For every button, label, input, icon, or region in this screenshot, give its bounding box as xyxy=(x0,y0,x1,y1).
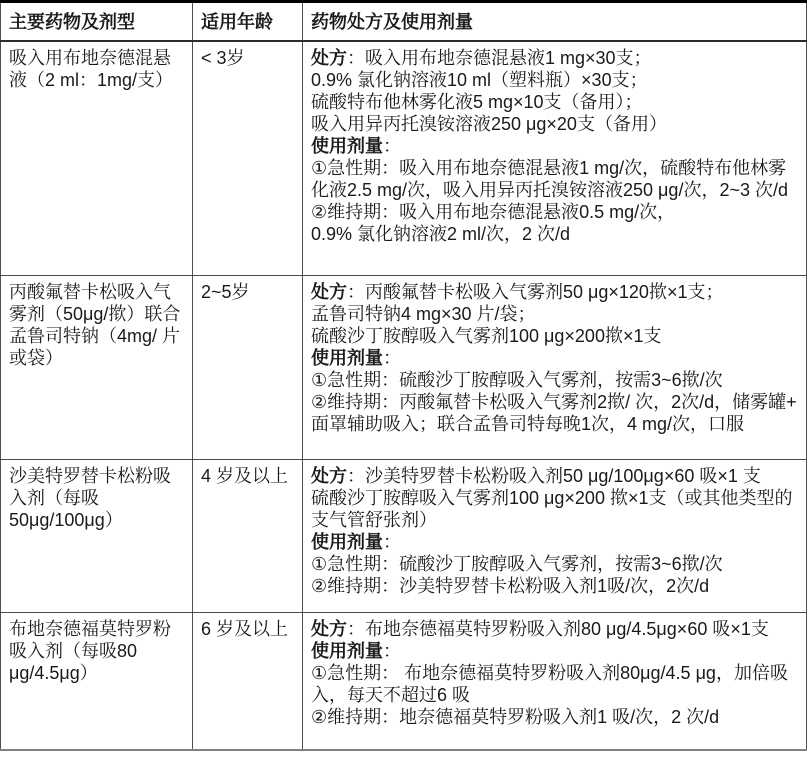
dosage-line-label: 处方 xyxy=(311,466,347,486)
dosage-line xyxy=(311,706,798,728)
age-cell: 2~5岁 xyxy=(193,276,303,460)
age-cell: 4 岁及以上 xyxy=(193,460,303,613)
dosage-line-label: 使用剂量 xyxy=(311,135,383,156)
header-age: 适用年龄 xyxy=(193,2,303,41)
dosage-cell xyxy=(303,276,807,460)
dosage-line xyxy=(311,223,798,245)
dosage-line-label: 处方 xyxy=(311,47,347,68)
dosage-line-text: ②维持期：地奈德福莫特罗粉吸入剂1 吸/次，2 次/d xyxy=(311,707,720,727)
dosage-line xyxy=(311,69,798,91)
dosage-line-text: ②维持期：丙酸氟替卡松吸入气雾剂2揿/ 次，2次/d，储雾罐+ 面罩辅助吸入；联合孟鲁司特每晚1次，4 mg/次，口服 xyxy=(311,392,797,434)
dosage-line-text: ：布地奈德福莫特罗粉吸入剂80 μg/4.5μg×60 吸×1支 xyxy=(347,619,769,639)
dosage-line xyxy=(311,531,798,553)
dosage-line xyxy=(311,47,798,69)
dosage-line-text: ： xyxy=(383,641,401,661)
table-row xyxy=(1,613,807,750)
drug-cell: 丙酸氟替卡松吸入气雾剂（50μg/揿）联合孟鲁司特钠（4mg/ 片或袋） xyxy=(1,276,193,460)
dosage-line-label: 处方 xyxy=(311,282,347,302)
dosage-line-text: ：吸入用布地奈德混悬液1 mg×30支； xyxy=(347,47,652,68)
dosage-line-text: ②维持期：吸入用布地奈德混悬液0.5 mg/次， xyxy=(311,201,676,222)
dosage-cell xyxy=(303,460,807,613)
dosage-line-text: 孟鲁司特钠4 mg×30 片/袋； xyxy=(311,304,536,324)
dosage-line xyxy=(311,618,798,640)
dosage-line-text: ：丙酸氟替卡松吸入气雾剂50 μg×120揿×1支； xyxy=(347,282,724,302)
drug-cell: 吸入用布地奈德混悬液（2 ml：1mg/支） xyxy=(1,41,193,276)
dosage-line xyxy=(311,113,798,135)
dosage-line-text: ： xyxy=(383,532,401,552)
dosage-line xyxy=(311,135,798,157)
dosage-line-text: 0.9% 氯化钠溶液10 ml（塑料瓶）×30支； xyxy=(311,69,648,90)
table-row xyxy=(1,41,807,276)
dosage-line-label: 使用剂量 xyxy=(311,641,383,661)
dosage-line-text: ①急性期：硫酸沙丁胺醇吸入气雾剂，按需3~6揿/次 xyxy=(311,554,723,574)
header-row xyxy=(1,2,807,41)
dosage-line-text: ①急性期： 布地奈德福莫特罗粉吸入剂80μg/4.5 μg，加倍吸入，每天不超过6 吸 xyxy=(311,663,788,705)
table-row xyxy=(1,460,807,613)
dosage-line-text: ①急性期：硫酸沙丁胺醇吸入气雾剂，按需3~6揿/次 xyxy=(311,370,723,390)
dosage-line xyxy=(311,303,798,325)
dosage-line-text: 0.9% 氯化钠溶液2 ml/次，2 次/d xyxy=(311,223,571,244)
dosage-line xyxy=(311,465,798,487)
age-cell: < 3岁 xyxy=(193,41,303,276)
dosage-line-text: ：沙美特罗替卡松粉吸入剂50 μg/100μg×60 吸×1 支 xyxy=(347,466,761,486)
dosage-line xyxy=(311,157,798,201)
dosage-line-label: 处方 xyxy=(311,619,347,639)
dosage-line-text: 硫酸沙丁胺醇吸入气雾剂100 μg×200揿×1支 xyxy=(311,326,662,346)
dosage-line-text: 硫酸沙丁胺醇吸入气雾剂100 μg×200 揿×1支（或其他类型的支气管舒张剂） xyxy=(311,488,793,530)
drug-cell: 沙美特罗替卡松粉吸入剂（每吸50μg/100μg） xyxy=(1,460,193,613)
dosage-line xyxy=(311,201,798,223)
dosage-cell xyxy=(303,41,807,276)
dosage-line xyxy=(311,91,798,113)
header-drug: 主要药物及剂型 xyxy=(1,2,193,41)
dosage-line xyxy=(311,662,798,706)
dosage-line xyxy=(311,325,798,347)
dosage-line xyxy=(311,369,798,391)
age-cell: 6 岁及以上 xyxy=(193,613,303,750)
dosage-line xyxy=(311,487,798,531)
dosage-line-text: 硫酸特布他林雾化液5 mg×10支（备用）； xyxy=(311,91,643,112)
dosage-line xyxy=(311,391,798,435)
dosage-line xyxy=(311,553,798,575)
dosage-line-label: 使用剂量 xyxy=(311,348,383,368)
drug-cell: 布地奈德福莫特罗粉吸入剂（每吸80 μg/4.5μg） xyxy=(1,613,193,750)
table-row xyxy=(1,276,807,460)
dosage-line-text: ： xyxy=(383,135,401,156)
dosage-line-label: 使用剂量 xyxy=(311,532,383,552)
dosage-line-text: ： xyxy=(383,348,401,368)
dosage-line xyxy=(311,575,798,597)
dosage-line xyxy=(311,640,798,662)
header-dosage: 药物处方及使用剂量 xyxy=(303,2,807,41)
dosage-line-text: 吸入用异丙托溴铵溶液250 μg×20支（备用） xyxy=(311,113,667,134)
dosage-cell xyxy=(303,613,807,750)
dosage-line-text: ①急性期：吸入用布地奈德混悬液1 mg/次，硫酸特布他林雾化液2.5 mg/次，吸入用异丙托溴铵溶液250 μg/次，2~3 次/d xyxy=(311,157,788,200)
dosage-line xyxy=(311,347,798,369)
dosage-line xyxy=(311,281,798,303)
dosage-line-text: ②维持期：沙美特罗替卡松粉吸入剂1吸/次，2次/d xyxy=(311,576,710,596)
